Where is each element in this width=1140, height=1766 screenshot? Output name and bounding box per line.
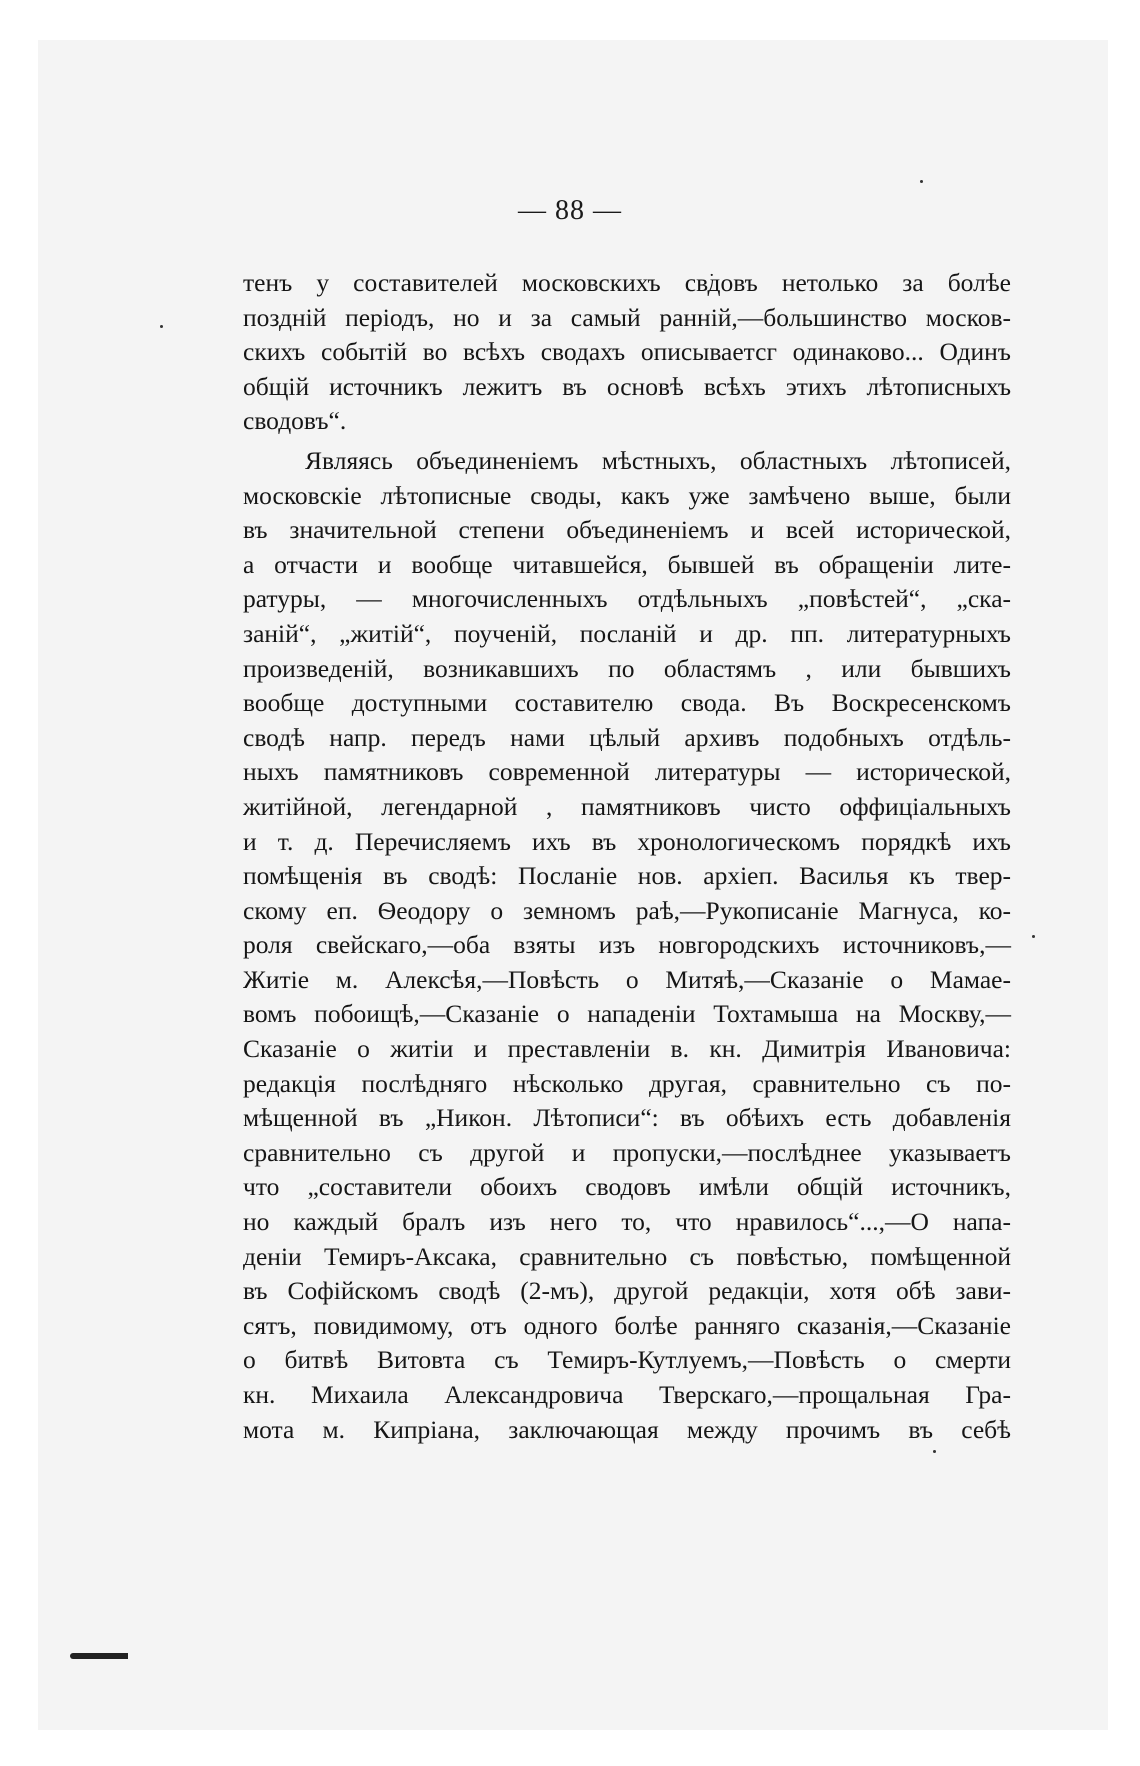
text-line: и т. д. Перечисляемъ ихъ въ хронологическомъ порядкѣ ихъ: [243, 826, 1011, 856]
text-line: житійной, легендарной , памятниковъ чисто оффиціальныхъ: [243, 791, 1011, 821]
text-line: мота м. Кипріана, заключающая между прочимъ въ себѣ: [243, 1414, 1011, 1444]
text-line: сводѣ напр. передъ нами цѣлый архивъ подобныхъ отдѣль-: [243, 722, 1011, 752]
page-number: — 88 —: [518, 195, 622, 226]
text-line: московскіе лѣтописные своды, какъ уже замѣчено выше, были: [243, 480, 1011, 510]
text-line: ныхъ памятниковъ современной литературы — исторической,: [243, 757, 1011, 787]
text-line: редакція послѣдняго нѣсколько другая, сравнительно съ по-: [243, 1068, 1011, 1098]
text-line: тенъ у составителей московскихъ св͘довъ нетолько за болѣе: [243, 268, 1011, 297]
text-line: въ значительной степени объединеніемъ и всей исторической,: [243, 515, 1011, 545]
text-line: общій источникъ лежитъ въ основѣ всѣхъ этихъ лѣтописныхъ: [243, 371, 1011, 401]
text-line: скому еп. Ѳеодору о земномъ раѣ,—Рукописаніе Магнуса, ко-: [243, 895, 1011, 925]
scan-artifact-dot: [1032, 935, 1035, 938]
text-line: вообще доступными составителю свода. Въ Воскресенскомъ: [243, 688, 1011, 718]
body-text: [243, 266, 1011, 1447]
text-line: сравнительно съ другой и пропуски,—послѣднее указываетъ: [243, 1137, 1011, 1167]
scan-artifact-dot: [920, 180, 923, 183]
text-line: поздній періодъ, но и за самый ранній,—большинство москов-: [243, 302, 1011, 332]
text-line: что „составители обоихъ сводовъ имѣли общій источникъ,: [243, 1172, 1011, 1202]
scan-artifact-dot: [160, 325, 163, 328]
text-line: заній“, „житій“, поученій, посланій и др. пп. литературныхъ: [243, 618, 1011, 648]
text-line: помѣщенія въ сводѣ: Посланіе нов. архіеп. Василья къ твер-: [243, 861, 1011, 891]
text-line: Сказаніе о житіи и преставленіи в. кн. Димитрія Ивановича:: [243, 1034, 1011, 1064]
text-line: въ Софійскомъ сводѣ (2-мъ), другой редакціи, хотя обѣ зави-: [243, 1276, 1011, 1306]
text-line: кн. Михаила Александровича Тверскаго,—прощальная Гра-: [243, 1380, 1011, 1409]
text-line: вомъ побоищѣ,—Сказаніе о нападеніи Тохтамыша на Москву,—: [243, 999, 1011, 1029]
text-line: произведеній, возникавшихъ по областямъ , или бывшихъ: [243, 653, 1011, 683]
text-line: ратуры, — многочисленныхъ отдѣльныхъ „повѣстей“, „ска-: [243, 584, 1011, 614]
text-line: Житіе м. Алексѣя,—Повѣсть о Митяѣ,—Сказаніе о Мамае-: [243, 964, 1011, 994]
text-line: о битвѣ Витовта съ Темиръ-Кутлуемъ,—Повѣсть о смерти: [243, 1345, 1011, 1375]
text-line: скихъ событій во всѣхъ сводахъ описываетсг одинаково... Одинъ: [243, 337, 1011, 367]
text-line: деніи Темиръ-Аксака, сравнительно съ повѣстью, помѣщенной: [243, 1241, 1011, 1271]
scan-artifact-dot: [933, 1450, 936, 1453]
scan-artifact-dash: [70, 1653, 128, 1659]
text-line: сятъ, повидимому, отъ одного болѣе ранняго сказанія,—Сказаніе: [243, 1310, 1011, 1340]
text-line: роля свейскаго,—оба взяты изъ новгородскихъ источниковъ,—: [243, 930, 1011, 960]
text-line: а отчасти и вообще читавшейся, бывшей въ обращеніи лите-: [243, 549, 1011, 579]
text-line: Являясь объединеніемъ мѣстныхъ, областныхъ лѣтописей,: [305, 445, 1011, 475]
text-line: но каждый бралъ изъ него то, что нравилось“...,—О напа-: [243, 1207, 1011, 1237]
text-line: мѣщенной въ „Никон. Лѣтописи“: въ обѣихъ есть добавленія: [243, 1103, 1011, 1133]
text-line: сводовъ“.: [243, 406, 347, 436]
